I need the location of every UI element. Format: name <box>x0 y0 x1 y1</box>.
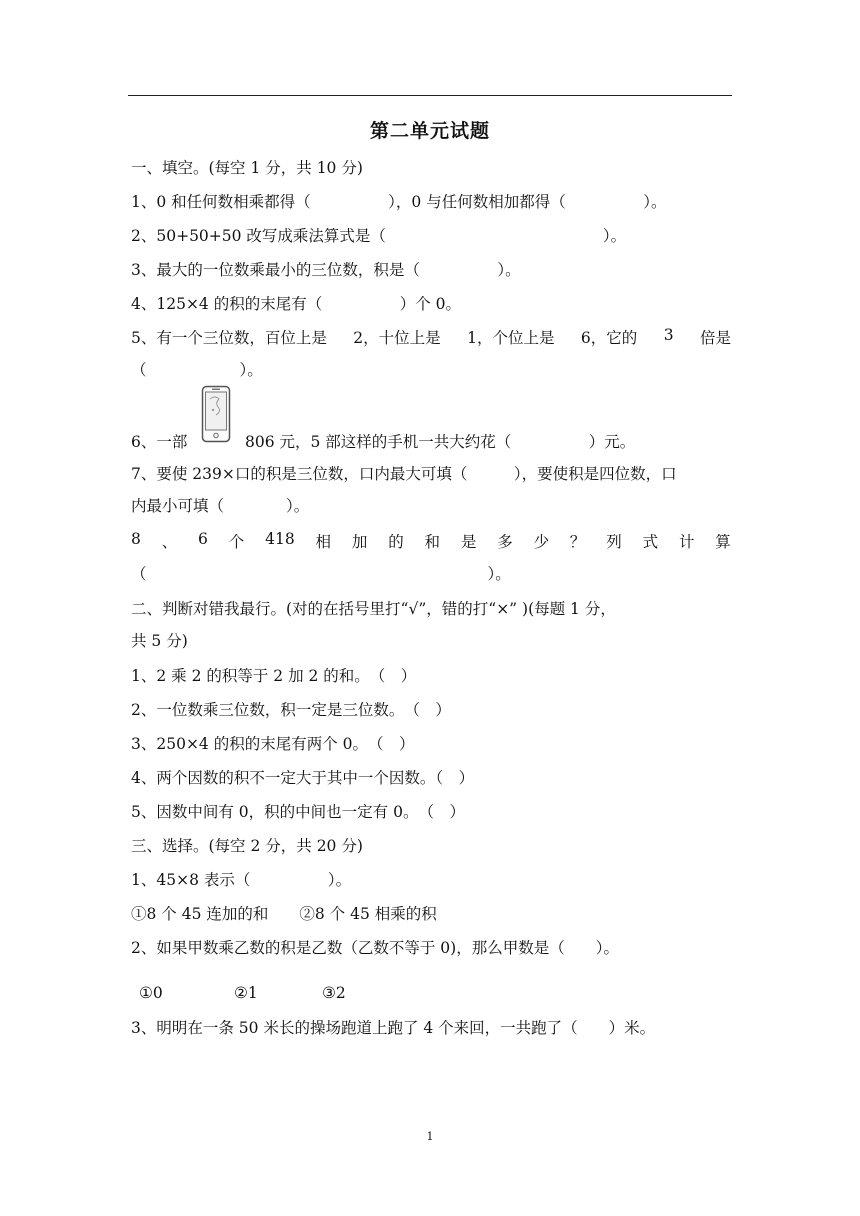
q8-word: 多 <box>497 533 513 551</box>
q8-word: 8 <box>131 530 141 548</box>
q5-word: 2，十位上是 <box>353 329 441 347</box>
question-2-2: 2、一位数乘三位数，积一定是三位数。 （ ） <box>131 701 451 719</box>
page-title: 第二单元试题 <box>369 120 490 142</box>
question-3-1: 1、45×8 表示（ ）。 <box>131 871 352 889</box>
q5-word: 6，它的 <box>580 329 638 347</box>
question-2-4: 4、两个因数的积不一定大于其中一个因数。（ ） <box>131 769 475 787</box>
question-1-6: 806 元，5 部这样的手机一共大约花（ ）元。 <box>245 433 636 451</box>
section2-heading-line1: 二、判断对错我最行。(对的在括号里打“√”，错的打“×” )(每题 1 分， <box>131 600 616 618</box>
q5-word: 5、有一个三位数，百位上是 <box>131 329 327 347</box>
question-1-8-line1 <box>131 530 731 552</box>
q8-word: 6 <box>198 530 208 548</box>
q8-word: 和 <box>424 533 441 551</box>
page-number: 1 <box>426 1130 434 1143</box>
question-2-5: 5、因数中间有 0，积的中间也一定有 0。 （ ） <box>131 803 465 821</box>
q8-word: 418 <box>265 530 295 548</box>
question-3-2-option-a: ①0 <box>139 984 163 1002</box>
q8-word: 加 <box>351 533 368 551</box>
q8-word: 、 <box>161 533 178 551</box>
question-1-7-line1: 7、要使 239×口的积是三位数，口内最大可填（ ），要使积是四位数，口 <box>131 465 677 483</box>
q8-word: 算 <box>715 533 731 551</box>
question-1-7-line2: 内最小可填（ ）。 <box>131 497 310 515</box>
question-1-2: 2、50+50+50 改写成乘法算式是（ ）。 <box>131 227 627 245</box>
q5-word: 1，个位上是 <box>467 329 555 347</box>
q8-word: 是 <box>460 533 477 551</box>
q8-word: 少 <box>533 533 550 551</box>
mobile-phone-icon <box>201 385 231 443</box>
question-1-5-line2: （ ）。 <box>131 361 263 379</box>
question-1-4: 4、125×4 的积的末尾有（ ）个 0。 <box>131 295 462 313</box>
question-2-1: 1、2 乘 2 的积等于 2 加 2 的和。 （ ） <box>131 667 417 685</box>
question-1-8-line2: （ ）。 <box>131 565 511 583</box>
question-3-2-option-b: ②1 <box>234 984 258 1002</box>
q8-word: 式 <box>642 533 659 551</box>
q5-word: 3 <box>663 326 674 344</box>
question-1-3: 3、最大的一位数乘最小的三位数，积是（ ）。 <box>131 261 521 279</box>
question-1-5-line1 <box>131 326 731 348</box>
question-3-1-options: ①8 个 45 连加的和 ②8 个 45 相乘的积 <box>131 905 437 923</box>
question-2-3: 3、250×4 的积的末尾有两个 0。 （ ） <box>131 735 415 753</box>
q5-word: 倍是 <box>699 329 731 347</box>
question-1-1: 1、0 和任何数相乘都得（ ），0 与任何数相加都得（ ）。 <box>131 193 667 211</box>
section3-heading: 三、选择。(每空 2 分，共 20 分) <box>131 837 363 855</box>
q8-word: 列 <box>606 533 622 551</box>
q8-word: 计 <box>678 533 695 551</box>
section2-heading-line2: 共 5 分) <box>131 632 188 650</box>
question-3-2: 2、如果甲数乘乙数的积是乙数（乙数不等于 0)，那么甲数是（ ）。 <box>131 939 619 957</box>
question-1-6-prefix: 6、一部 <box>131 433 188 451</box>
q8-word: 个 <box>228 533 245 551</box>
q8-word: 相 <box>315 533 332 551</box>
header-rule <box>128 95 732 96</box>
question-3-3: 3、明明在一条 50 米长的操场跑道上跑了 4 个来回，一共跑了（ ）米。 <box>131 1019 656 1037</box>
section1-heading: 一、填空。(每空 1 分，共 10 分) <box>131 159 363 177</box>
question-3-2-option-c: ③2 <box>322 984 346 1002</box>
q8-word: ？ <box>569 533 586 551</box>
q8-word: 的 <box>388 533 404 551</box>
